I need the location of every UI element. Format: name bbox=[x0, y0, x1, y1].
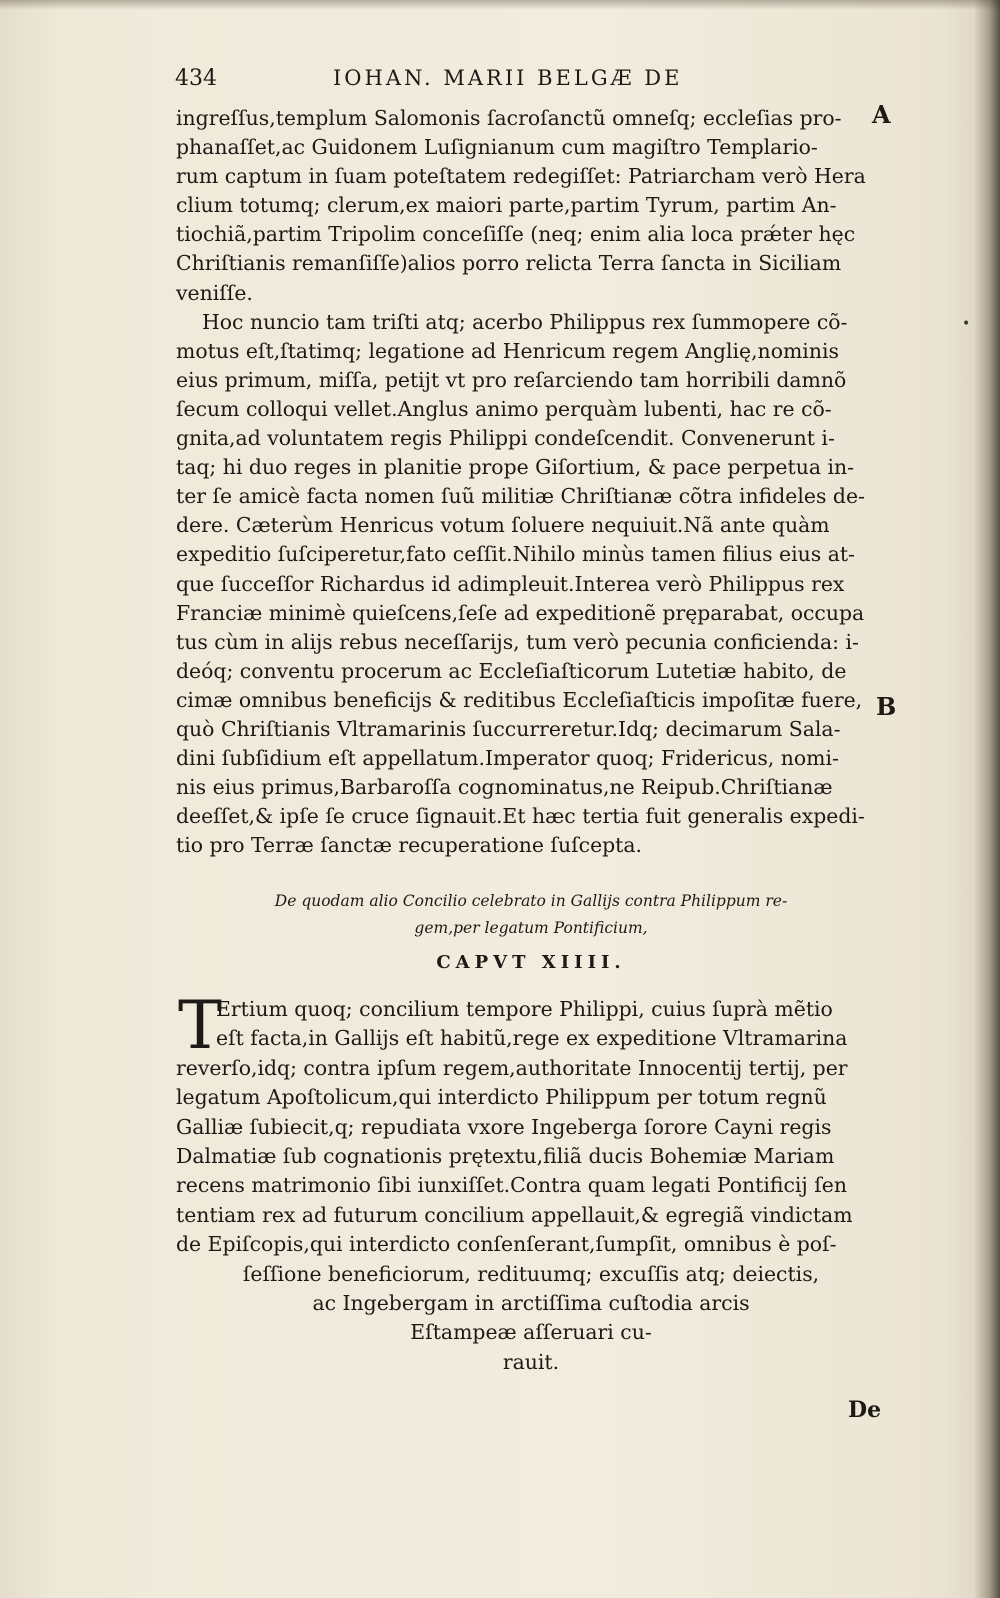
chapter-heading: CAPVT XIIII. bbox=[436, 952, 626, 973]
text-line: gnita,ad voluntatem regis Philippi condeſcendit. Convenerunt i- bbox=[176, 426, 835, 451]
text-line: de Epiſcopis,qui interdicto conſenſerant,ſumpſit, omnibus è poſ- bbox=[176, 1232, 837, 1257]
text-line: motus eſt,ſtatimq; legatione ad Henricum regem Anglię,nominis bbox=[176, 338, 839, 363]
text-line: eius primum, miſſa, petijt vt pro reſarciendo tam horribili damnõ bbox=[176, 367, 847, 392]
text-line: Hoc nuncio tam triſti atq; acerbo Philippus rex ſummopere cõ- bbox=[202, 309, 848, 334]
text-line: deeſſet,& ipſe ſe cruce ſignauit.Et hæc tertia fuit generalis expedi- bbox=[176, 804, 865, 829]
margin-letter-a: A bbox=[872, 100, 891, 129]
text-line: deóq; conventu procerum ac Eccleſiaſticorum Lutetiæ habito, de bbox=[176, 658, 847, 683]
text-line: tentiam rex ad futurum concilium appellauit,& egregiã vindictam bbox=[176, 1202, 853, 1227]
text-line: veniſſe. bbox=[176, 280, 253, 305]
text-line: Eſtampeæ aſſeruari cu- bbox=[410, 1320, 652, 1345]
text-line: tus cùm in alijs rebus neceſſarijs, tum verò pecunia conficienda: i- bbox=[176, 629, 859, 654]
text-line: tiochiã,partim Tripolim conceſiſſe (neq; enim alia loca prǽter hęc bbox=[176, 222, 856, 247]
text-line: recens matrimonio ſibi iunxiſſet.Contra quam legati Pontificij ſen bbox=[176, 1173, 847, 1198]
text-line: que ſucceſſor Richardus id adimpleuit.Interea verò Philippus rex bbox=[176, 571, 845, 596]
text-line: dere. Cæterùm Henricus votum ſoluere nequiuit.Nã ante quàm bbox=[176, 513, 830, 538]
text-line: Dalmatiæ ſub cognationis prętextu,filiã ducis Bohemiæ Mariam bbox=[176, 1143, 835, 1168]
text-line: phanaſſet,ac Guidonem Luſignianum cum magiſtro Templario- bbox=[176, 135, 818, 160]
text-line: ter ſe amicè facta nomen ſuũ militiæ Chriſtianæ cõtra infideles de- bbox=[176, 484, 865, 509]
text-line: legatum Apoſtolicum,qui interdicto Philippum per totum regnũ bbox=[176, 1085, 827, 1110]
text-line: rum captum in ſuam poteſtatem redegiſſet: Patriarcham verò Hera bbox=[176, 164, 866, 189]
text-line: Franciæ minimè quieſcens,ſeſe ad expeditionẽ pręparabat, occupa bbox=[176, 600, 865, 625]
text-line: ſeſſione beneficiorum, redituumq; excuſſis atq; deiectis, bbox=[242, 1261, 820, 1286]
text-line: cimæ omnibus beneficijs & reditibus Eccleſiaſticis impoſitæ fuere, bbox=[176, 687, 863, 712]
text-line: eſt facta,in Gallijs eſt habitũ,rege ex expeditione Vltramarina bbox=[216, 1026, 848, 1051]
text-line: ſecum colloqui vellet.Anglus animo perquàm lubenti, hac re cõ- bbox=[176, 396, 832, 421]
text-line: Galliæ ſubiecit,q; repudiata vxore Ingeberga ſorore Cayni regis bbox=[176, 1114, 832, 1139]
main-text bbox=[176, 104, 886, 860]
margin-letter-b: B bbox=[876, 692, 897, 721]
chapter-text bbox=[176, 987, 886, 1377]
text-line: Ertium quoq; concilium tempore Philippi, cuius ſuprà mẽtio bbox=[216, 997, 833, 1021]
text-line: taq; hi duo reges in planitie prope Giſortium, & pace perpetua in- bbox=[176, 455, 855, 480]
margin-bullet: • bbox=[962, 316, 971, 332]
text-line: tio pro Terræ ſanctæ recuperatione ſuſcepta. bbox=[176, 833, 643, 858]
text-line: nis eius primus,Barbaroſſa cognominatus,ne Reipub.Chriſtianæ bbox=[176, 775, 833, 800]
page-top-edge bbox=[0, 0, 1000, 10]
text-line: reverſo,idq; contra ipſum regem,authoritate Innocentij tertij, per bbox=[176, 1055, 848, 1080]
binding-shadow bbox=[974, 0, 1000, 1598]
running-head bbox=[175, 66, 875, 96]
caption-line: gem,per legatum Pontificium, bbox=[414, 919, 648, 937]
text-line: rauit. bbox=[502, 1349, 560, 1374]
page-number: 434 bbox=[175, 66, 217, 91]
text-line: quò Chriſtianis Vltramarinis ſuccurreretur.Idq; decimarum Sala- bbox=[176, 716, 841, 741]
catchword: De bbox=[848, 1397, 882, 1423]
chapter-caption bbox=[176, 888, 886, 942]
text-line: expeditio ſuſciperetur,fato ceſſit.Nihilo minùs tamen filius eius at- bbox=[176, 542, 855, 567]
text-line: ingreſſus,templum Salomonis ſacroſanctũ omneſq; eccleſias pro- bbox=[176, 106, 842, 130]
running-title: IOHAN. MARII BELGÆ DE bbox=[333, 66, 683, 90]
text-line: dini ſubſidium eſt appellatum.Imperator quoq; Fridericus, nomi- bbox=[176, 746, 839, 771]
text-line: clium totumq; clerum,ex maiori parte,partim Tyrum, partim An- bbox=[176, 193, 837, 218]
text-line: Chriſtianis remanſiſſe)alios porro relicta Terra ſancta in Siciliam bbox=[176, 251, 842, 276]
drop-initial: T bbox=[178, 987, 223, 1064]
caption-line: De quodam alio Concilio celebrato in Gallijs contra Philippum re- bbox=[274, 892, 788, 910]
text-line: ac Ingebergam in arctiſſima cuſtodia arcis bbox=[312, 1290, 750, 1315]
